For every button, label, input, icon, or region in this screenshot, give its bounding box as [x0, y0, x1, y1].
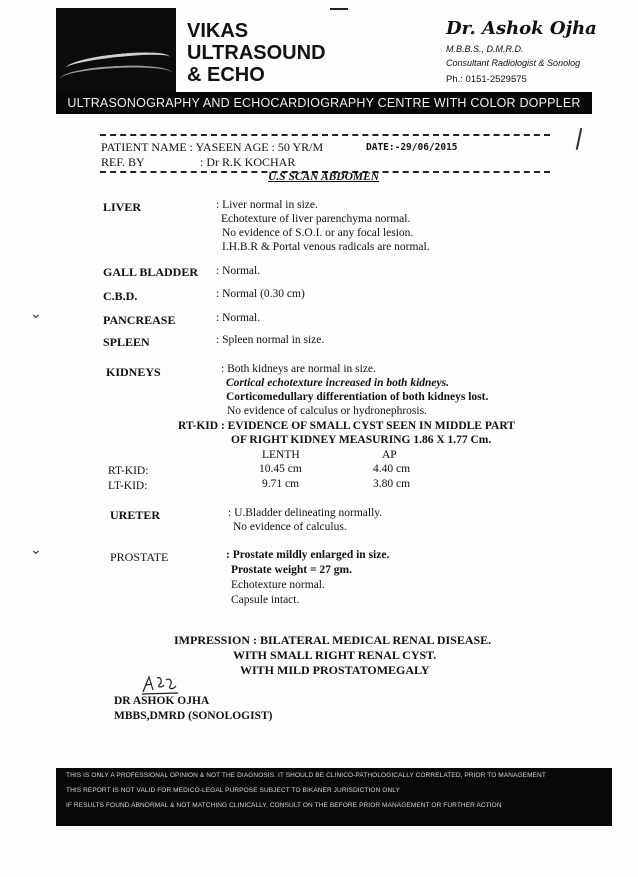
lt-kid-ap: 3.80 cm	[373, 478, 411, 490]
doctor-name: Dr. Ashok Ojha	[446, 18, 597, 39]
kidney-col-length: LENTH	[262, 449, 300, 461]
clinic-logo	[56, 8, 176, 100]
scan-mark	[330, 8, 348, 10]
spleen-label: SPLEEN	[103, 335, 150, 349]
kidney-cyst-line1: RT-KID : EVIDENCE OF SMALL CYST SEEN IN MIDDLE PART	[178, 420, 515, 432]
pancreas-value: : Normal.	[216, 312, 261, 324]
prostate-line2: Prostate weight = 27 gm.	[231, 564, 352, 576]
impression-line1: IMPRESSION : BILATERAL MEDICAL RENAL DISEASE.	[174, 633, 492, 647]
pen-mark	[576, 128, 583, 150]
impression-line2: WITH SMALL RIGHT RENAL CYST.	[233, 648, 437, 662]
clinic-name-line3: & ECHO	[187, 64, 265, 86]
rt-kid-label: RT-KID:	[108, 465, 149, 477]
liver-line1: : Liver normal in size.	[216, 199, 318, 211]
kidneys-line1: : Both kidneys are normal in size.	[221, 363, 376, 375]
kidney-cyst-line2: OF RIGHT KIDNEY MEASURING 1.86 X 1.77 Cm.	[231, 434, 492, 446]
kidneys-line4: No evidence of calculus or hydronephrosis.	[227, 405, 427, 417]
kidneys-label: KIDNEYS	[106, 365, 161, 379]
lt-kid-label: LT-KID:	[108, 480, 148, 492]
rt-kid-ap: 4.40 cm	[373, 463, 411, 475]
footer-line3: IF RESULTS FOUND ABNORMAL & NOT MATCHING CLINICALLY, CONSULT ON THE BEFORE PRIOR MANAGEMENT OR FURTHER ACTION	[66, 802, 502, 809]
signature-qualification: MBBS,DMRD (SONOLOGIST)	[114, 710, 273, 722]
liver-line2: Echotexture of liver parenchyma normal.	[221, 213, 411, 225]
doctor-degree: M.B.B.S., D.M.R.D.	[446, 44, 524, 54]
gall-bladder-label: GALL BLADDER	[103, 265, 199, 279]
cbd-label: C.B.D.	[103, 289, 138, 303]
rt-kid-length: 10.45 cm	[259, 463, 302, 475]
ureter-label: URETER	[110, 508, 161, 522]
ref-by-label: REF. BY	[101, 155, 145, 169]
clinic-name-line2: ULTRASOUND	[187, 42, 326, 64]
cbd-value: : Normal (0.30 cm)	[216, 288, 305, 300]
report-date: DATE:-29/06/2015	[366, 142, 458, 153]
doctor-title: Consultant Radiologist & Sonolog	[446, 58, 581, 68]
report-title: U.S SCAN ABDOMEN	[268, 171, 380, 183]
ref-by-value: : Dr R.K KOCHAR	[200, 155, 296, 169]
liver-label: LIVER	[103, 200, 142, 214]
gall-bladder-value: : Normal.	[216, 265, 261, 277]
impression-line3: WITH MILD PROSTATOMEGALY	[240, 663, 430, 677]
clinic-name-line1: VIKAS	[187, 20, 249, 42]
patient-name-age: PATIENT NAME : YASEEN AGE : 50 YR/M	[101, 140, 324, 154]
handwritten-signature	[140, 674, 182, 696]
margin-tick-1: ⌄	[30, 307, 42, 322]
pancreas-label: PANCREASE	[103, 313, 176, 327]
footer-line1: THIS IS ONLY A PROFESSIONAL OPINION & NOT THE DIAGNOSIS. IT SHOULD BE CLINICO-PATHOLOGICALLY CORRELATED, PRIOR TO MANAGEMENT	[66, 772, 546, 779]
liver-line4: I.H.B.R & Portal venous radicals are normal.	[222, 241, 430, 253]
prostate-label: PROSTATE	[110, 550, 169, 564]
prostate-line3: Echotexture normal.	[231, 579, 325, 591]
prostate-line1: : Prostate mildly enlarged in size.	[226, 549, 390, 561]
footer-disclaimer	[56, 768, 612, 826]
spleen-value: : Spleen normal in size.	[216, 334, 325, 346]
ureter-line2: No evidence of calculus.	[233, 521, 347, 533]
margin-tick-2: ⌄	[30, 543, 42, 558]
clinic-banner: ULTRASONOGRAPHY AND ECHOCARDIOGRAPHY CENTRE WITH COLOR DOPPLER	[56, 92, 592, 114]
footer-line2: THIS REPORT IS NOT VALID FOR MEDICO-LEGAL PURPOSE SUBJECT TO BIKANER JURISDICTION ONLY	[66, 787, 400, 794]
liver-line3: No evidence of S.O.I. or any focal lesion.	[222, 227, 414, 239]
signature-name: DR ASHOK OJHA	[114, 695, 210, 707]
kidneys-line3: Corticomedullary differentiation of both kidneys lost.	[226, 391, 489, 403]
lt-kid-length: 9.71 cm	[262, 478, 300, 490]
divider-top	[100, 134, 550, 136]
doctor-phone: Ph.: 0151-2529575	[446, 74, 527, 85]
kidneys-line2: Cortical echotexture increased in both kidneys.	[226, 377, 449, 389]
ureter-line1: : U.Bladder delineating normally.	[228, 507, 383, 519]
prostate-line4: Capsule intact.	[231, 594, 300, 606]
kidney-col-ap: AP	[382, 449, 397, 461]
